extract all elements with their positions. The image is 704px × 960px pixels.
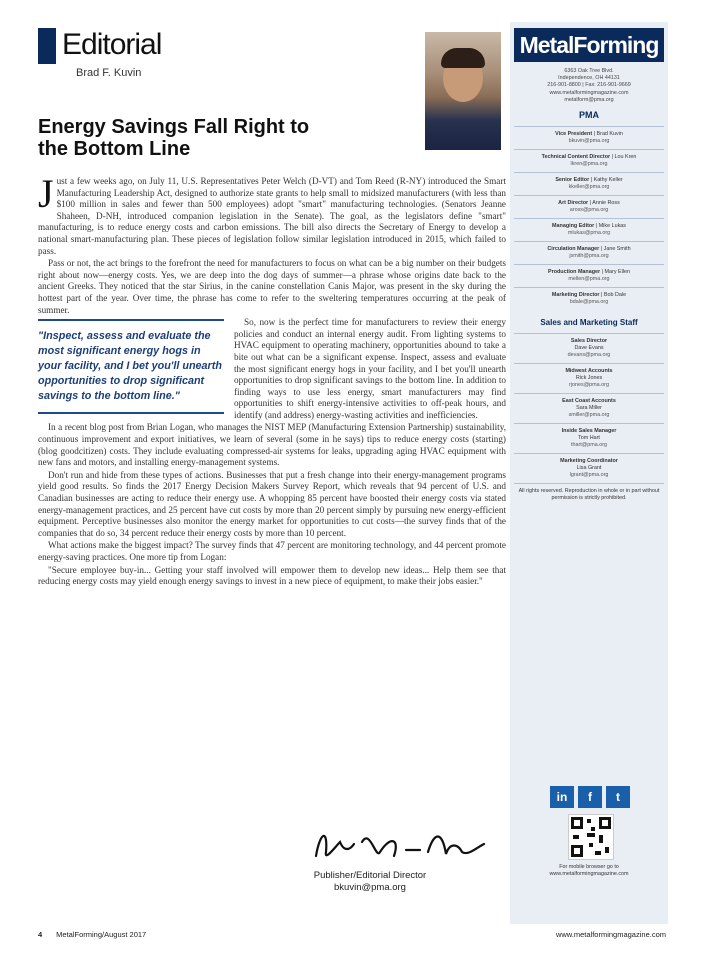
staff-list [510,126,668,310]
section-title: Editorial [62,28,162,61]
sales-row: Midwest Accounts Rick Jones rjones@pma.org [514,363,664,393]
staff-row: Art Director | Annie Ross aross@pma.org [514,195,664,218]
signature-email[interactable]: bkuvin@pma.org [334,882,406,893]
article-body [38,171,506,589]
signature-caption [300,870,440,894]
paragraph-4: In a recent blog post from Brian Logan, who manages the NIST MEP (Manufacturing Extension Partnership) sustainability, continuous improvement and export initiatives, we learn of several (some in he says) tips to reduce energy costs (starting) (blog goodcitizen) costs. They include evaluating compressed-air systems for leaks, upgrading aging HVAC equipment with new fans and motors, and installing energy-management systems. [38,422,506,468]
staff-row: Production Manager | Mary Ellen mellen@pma.org [514,264,664,287]
paragraph-2: Pass or not, the act brings to the forefront the need for manufacturers to focus on what can be a big number on their budgets right about now—energy costs. Yes, we are deep into the dog days of summer—a phrase whose origins date back to the ancient Greeks. They noticed that the star Sirius, in the canine constellation Canis Major, was present in the sky during the hottest part of the year. Over time, the phrase has come to refer to the sweltering temperatures occurring at the peak of summer. [38,258,506,315]
address-block: 6363 Oak Tree Blvd. Independence, OH 44131 216-901-8800 | Fax: 216-901-9669 www.metalformingmagazine.com metalform@pma.org [547,68,631,103]
drop-cap: J [38,171,54,216]
section-bar [38,28,56,64]
issue-label: MetalForming/August 2017 [56,930,147,939]
staff-row: Marketing Director | Bob Dale bdale@pma.org [514,287,664,310]
paragraph-3: "Inspect, assess and evaluate the most significant energy hogs in your facility, and I bet you'll unearth opportunities to drop significant savings to the bottom line." So, now is the perfect time for manufacturers to review their energy policies and conduct an internal energy audit. From lighting systems to HVAC equipment to operating machinery, opportunities abound to take a bite out what can be a significant expense. Inspect, assess and evaluate the most significant energy hogs in your facility, and I bet you'll unearth opportunities to drop significant savings to the bottom line. In addition to finding ways to use less energy, smart manufacturers may find opportunities to shift energy-intensive activities to off-peak hours, and identify (and address) energy-wasting activities and inefficiencies. [38,317,506,420]
staff-row: Vice President | Brad Kuvin bkuvin@pma.org [514,126,664,149]
staff-row: Technical Content Director | Lou Kren lkren@pma.org [514,149,664,172]
sales-row: Inside Sales Manager Tom Hart thart@pma.org [514,423,664,453]
qr-caption: For mobile browser go to www.metalformingmagazine.com [549,864,629,877]
paragraph-7: "Secure employee buy-in... Getting your staff involved will empower them to develop new ideas... Help them see that reducing energy costs may yield enough energy savings to invest in a new piece of equipment, to make their jobs easier." [38,564,506,587]
social-links [550,786,630,808]
staff-row: Circulation Manager | Jane Smith jsmith@pma.org [514,241,664,264]
sales-row: Marketing Coordinator Lisa Grant lgrant@pma.org [514,453,664,483]
staff-row: Senior Editor | Kathy Keller kkeller@pma.org [514,172,664,195]
masthead-sidebar [510,22,668,924]
footer-left [38,930,146,939]
pull-quote: "Inspect, assess and evaluate the most significant energy hogs in your facility, and I bet you'll unearth opportunities to drop significant savings to the bottom line." [38,319,224,414]
byline: Brad F. Kuvin [76,67,142,79]
sales-heading: Sales and Marketing Staff [540,318,638,328]
paragraph-5: Don't run and hide from these types of actions. Businesses that put a fresh change into their energy-management programs yield good results. So finds the 2017 Energy Decision Makers Survey Report, which reveals that 94 percent of U.S. and Canadian businesses are acting to reduce their energy use. A whopping 85 percent have boosted their energy costs via stated energy-management practices, and 25 percent have cut costs by more than 20 percent simply by pursuing new energy-efficient equipment. Perceptive businesses also monitor the energy market for opportunities to cut costs—the survey finds that of the companies that do so, 34 percent reduce their energy costs by more than 10 percent. [38,469,506,538]
sales-list [510,333,668,506]
linkedin-icon[interactable]: in [550,786,574,808]
signature-title: Publisher/Editorial Director [313,870,427,881]
headline: Energy Savings Fall Right to the Bottom Line [38,116,310,160]
author-photo [425,32,501,150]
magazine-logo: MetalForming [514,28,664,62]
twitter-icon[interactable]: t [606,786,630,808]
sales-row: Sales Director Dave Evans devans@pma.org [514,333,664,363]
page-number: 4 [38,930,43,939]
association-logo: PMA [579,110,599,121]
staff-row: Managing Editor | Mike Lukas mlukas@pma.org [514,218,664,241]
facebook-icon[interactable]: f [578,786,602,808]
signature-image [310,822,490,868]
footer-website[interactable]: www.metalformingmagazine.com [555,930,666,939]
qr-code[interactable] [568,814,614,860]
paragraph-1: Just a few weeks ago, on July 11, U.S. Representatives Peter Welch (D-VT) and Tom Reed (R-NY) introduced the Smart Manufacturing Leadership Act, designed to authorize state grants to help small to midsized manufacturers (with less than $100 million in sales and fewer than 500 employees) adopt "smart" manufacturing technologies. (Senators Jeanne Shaheen, D-NH, introduced companion legislation in the Senate). The goal, as the legislators define "smart" manufacturing, is to reduce energy costs and carbon emissions. The bill also directs the Secretary of Energy to develop a national smart-manufacturing plan. These pieces of legislation follow similar legislation introduced in 2015, which failed to pass. [38,171,506,256]
paragraph-6: What actions make the biggest impact? The survey finds that 47 percent are monitoring technology, and 44 percent promote energy-saving practices. One more tip from Logan: [38,540,506,562]
sales-row: East Coast Accounts Sara Miller smiller@pma.org [514,393,664,423]
rights-notice: All rights reserved. Reproduction in whole or in part without permission is strictly prohibited. [514,483,664,506]
